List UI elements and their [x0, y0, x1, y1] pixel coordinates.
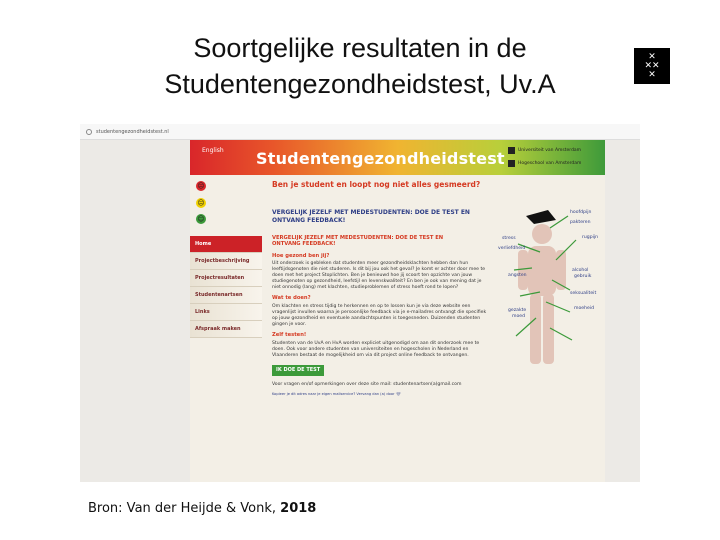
section-title: Zelf testen!: [272, 332, 307, 339]
label-pakteren: pakteren: [570, 220, 591, 225]
nav-item-links[interactable]: Links: [190, 304, 262, 321]
info-icon: [86, 129, 92, 135]
section-title: Wat te doen?: [272, 295, 311, 302]
university-logos: [508, 144, 603, 172]
copyright-note: Kopieer je dit adres naar je eigen mailservice? Vervang dan (a) door '@': [272, 392, 402, 397]
box-title-line2: ONTVANG FEEDBACK!: [272, 240, 336, 247]
content-box: [272, 236, 487, 398]
browser-address-bar[interactable]: [80, 124, 640, 140]
site-header: [190, 140, 605, 175]
site-page: [190, 140, 605, 482]
label-moed: moed: [512, 314, 526, 319]
section-title: Hoe gezond ben jij?: [272, 252, 330, 259]
source-prefix: Bron: Van der Heijde & Vonk,: [88, 501, 281, 516]
sub-heading: [272, 209, 487, 225]
university-1: Universiteit van Amsterdam: [518, 148, 582, 153]
contact-text: Voor vragen en/of opmerkingen over deze site mail: studentenartsen(a)gmail.com: [272, 382, 462, 388]
slide-title-line2: Studentengezondheidstest, Uv.A: [164, 69, 556, 99]
language-link[interactable]: English: [202, 147, 224, 154]
hero-text: Ben je student en loopt nog niet alles gesmeerd?: [272, 180, 481, 189]
nav-item-afspraak-maken[interactable]: Afspraak maken: [190, 321, 262, 338]
label-stress: stress: [502, 236, 516, 241]
section-text: Om klachten en stress tijdig te herkennen en op te lossen kun je via deze website een vragenlijst invullen waarna je persoonlijke feedback via je e-mailadres ontvangt die specifiek op jouw gezondheid en eventuele aandachtspunten is toegesneden. Duizenden studenten gingen je voor.: [272, 304, 487, 327]
uva-mark-icon: [508, 147, 515, 154]
label-gebruik: gebruik: [574, 274, 592, 279]
take-test-button[interactable]: IK DOE DE TEST: [272, 365, 324, 377]
sub-heading-line2: ONTVANG FEEDBACK!: [272, 217, 346, 224]
uva-logo-icon: ✕ ✕✕ ✕: [634, 48, 670, 84]
source-year: 2018: [280, 501, 317, 516]
intro: [272, 180, 487, 225]
sub-heading-line1: VERGELIJK JEZELF MET MEDESTUDENTEN: DOE DE TEST EN: [272, 209, 470, 216]
body-figure-icon: [490, 198, 600, 398]
url-text: studentengezondheidstest.nl: [96, 128, 169, 135]
label-angsten: angsten: [508, 273, 527, 278]
university-2: Hogeschool van Amsterdam: [518, 161, 582, 166]
label-alcohol: alcohol: [572, 268, 589, 273]
label-rugpijn: rugpijn: [582, 235, 599, 240]
smiley-neutral-icon: 😐: [197, 198, 205, 207]
nav-item-projectbeschrijving[interactable]: Projectbeschrijving: [190, 253, 262, 270]
slide-title-line1: Soortgelijke resultaten in de: [193, 33, 527, 63]
slide-title: [110, 30, 610, 102]
smiley-happy-icon: ☺: [197, 214, 205, 223]
source-citation: [88, 501, 316, 516]
nav-item-projectresultaten[interactable]: Projectresultaten: [190, 270, 262, 287]
nav-item-home[interactable]: Home: [190, 236, 262, 253]
box-title: [272, 236, 487, 248]
site-name: Studentengezondheidstest: [256, 149, 505, 168]
hva-mark-icon: [508, 160, 515, 167]
site-nav: [190, 236, 262, 338]
section-text: Uit onderzoek is gebleken dat studenten meer gezondheidsklachten hebben dan hun leeftijdsgenoten die niet studeren. Is dit bij jou ook het geval? Je komt er achter door mee te doen met het project Stoplichten. Ben je benieuwd hoe jij scoort ten opzichte van jouw studiegenoten op gezondheid, leefstijl en levenskwaliteit? En ben je ook van mening dat je niet onnodig (lang) met klachten, studieproblemen of stress hoeft rond te lopen?: [272, 261, 486, 290]
box-title-line1: VERGELIJK JEZELF MET MEDESTUDENTEN: DOE DE TEST EN: [272, 235, 444, 241]
label-seksualiteit: seksualiteit: [570, 291, 597, 296]
website-screenshot: [80, 124, 640, 482]
label-moeheid: moeheid: [574, 306, 595, 311]
label-gezakte: gezakte: [508, 308, 527, 313]
smiley-sad-icon: ☹: [197, 181, 205, 190]
label-hoofdpijn: hoofdpijn: [570, 210, 592, 215]
label-verliefdheid: verliefdheid: [498, 246, 526, 251]
graduation-cap-icon: [526, 210, 556, 224]
nav-item-studentenartsen[interactable]: Studentenartsen: [190, 287, 262, 304]
section-text: Studenten van de UvA en HvA worden expliciet uitgenodigd om aan dit onderzoek mee te doen. Ook voor andere studenten van universiteiten en hogescholen in Nederland en Vlaanderen bestaat de mogelijkheid om via dit project online feedback te ontvangen.: [272, 341, 480, 358]
